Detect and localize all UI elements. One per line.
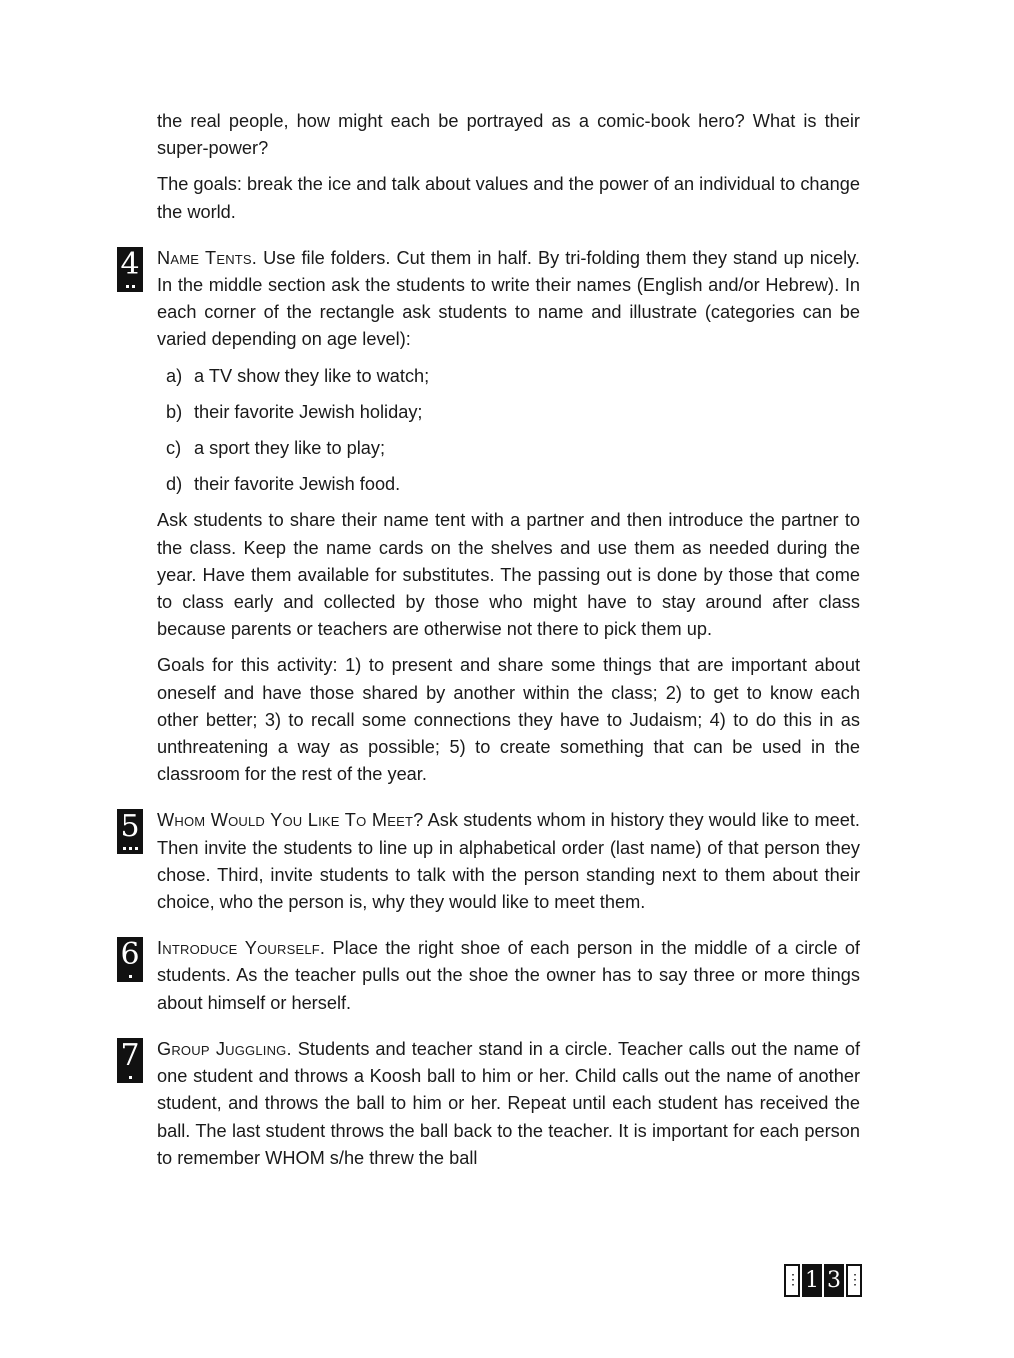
number-badge-4: 4 bbox=[117, 247, 143, 292]
activity-title: Introduce Yourself. bbox=[157, 938, 326, 959]
activity-7 bbox=[120, 1036, 861, 1172]
activity-5 bbox=[120, 807, 860, 916]
activity-title: Name Tents. bbox=[157, 247, 258, 268]
folio-ornament-icon: ⋮ bbox=[846, 1264, 862, 1297]
activity-4-paragraph-2: Ask students to share their name tent with a partner and then introduce the partner to the class. Keep the name cards on the shelves and use them as needed during the year. Have them available for substitutes. The passing out is done by those that come to class early and collected by those who might have to stay around after class because parents or teachers are otherwise not there to pick them up. bbox=[157, 510, 860, 640]
category-list bbox=[157, 363, 860, 499]
activity-7-text bbox=[157, 1036, 860, 1172]
activity-6 bbox=[120, 935, 860, 1017]
list-item: c) a sport they like to play; bbox=[166, 438, 386, 459]
page-number-digit-2: 3 bbox=[824, 1264, 844, 1297]
activity-title: Whom Would You Like To Meet? bbox=[157, 810, 424, 831]
badge-dots-decoration bbox=[117, 975, 143, 979]
activity-4-goals: Goals for this activity: 1) to present and share some things that are important about oneself and have those shared by another within the class; 2) to get to know each other better; 3) to recall some connections they have to Judaism; 4) to do this in as unthreatening a way as possible; 5) to create something that can be used in the classroom for the rest of the year. bbox=[157, 655, 860, 785]
activity-title: Group Juggling. bbox=[157, 1038, 292, 1059]
activity-body: Place the right shoe of each person in the middle of a circle of students. As the teacher pulls out the shoe the owner has to say three or more things about himself or herself. bbox=[157, 938, 860, 1013]
intro-paragraph-2: The goals: break the ice and talk about values and the power of an individual to change the world. bbox=[157, 174, 860, 222]
number-badge-7: 7 bbox=[117, 1038, 143, 1083]
page-number-folio bbox=[784, 1264, 862, 1297]
badge-dots-decoration bbox=[117, 1076, 143, 1080]
list-item: b) their favorite Jewish holiday; bbox=[166, 401, 423, 422]
number-badge-6: 6 bbox=[117, 937, 143, 982]
page-body bbox=[120, 108, 861, 1172]
list-item: d) their favorite Jewish food. bbox=[166, 474, 401, 495]
activity-4-text bbox=[157, 245, 860, 354]
folio-ornament-icon: ⋮ bbox=[784, 1264, 800, 1297]
activity-body: Students and teacher stand in a circle. Teacher calls out the name of one student and throws a Koosh ball to him or her. Child calls out the name of another student, and throws the ball to him or her. Repeat until each student has received the ball. The last student throws the ball back to the teacher. It is important for each person to remember WHOM s/he threw the ball bbox=[157, 1038, 861, 1168]
page-number-digit-1: 1 bbox=[802, 1264, 822, 1297]
number-badge-5: 5 bbox=[117, 809, 143, 854]
activity-body: Ask students whom in history they would like to meet. Then invite the students to line up in alphabetical order (last name) of that person they chose. Third, invite students to talk with the person standing next to them about their choice, who the person is, why they would like to meet them. bbox=[157, 810, 860, 913]
list-item: a) a TV show they like to watch; bbox=[166, 365, 430, 386]
intro-paragraph-1: the real people, how might each be portrayed as a comic-book hero? What is their super-power? bbox=[157, 111, 860, 159]
activity-body: Use file folders. Cut them in half. By tri-folding them they stand up nicely. In the middle section ask the students to write their names (English and/or Hebrew). In each corner of the rectangle ask students to name and illustrate (categories can be varied depending on age level): bbox=[157, 247, 860, 350]
badge-dots-decoration bbox=[117, 847, 143, 851]
activity-5-text bbox=[157, 807, 860, 916]
badge-dots-decoration bbox=[117, 285, 143, 289]
activity-4 bbox=[120, 245, 860, 789]
activity-6-text bbox=[157, 935, 860, 1017]
